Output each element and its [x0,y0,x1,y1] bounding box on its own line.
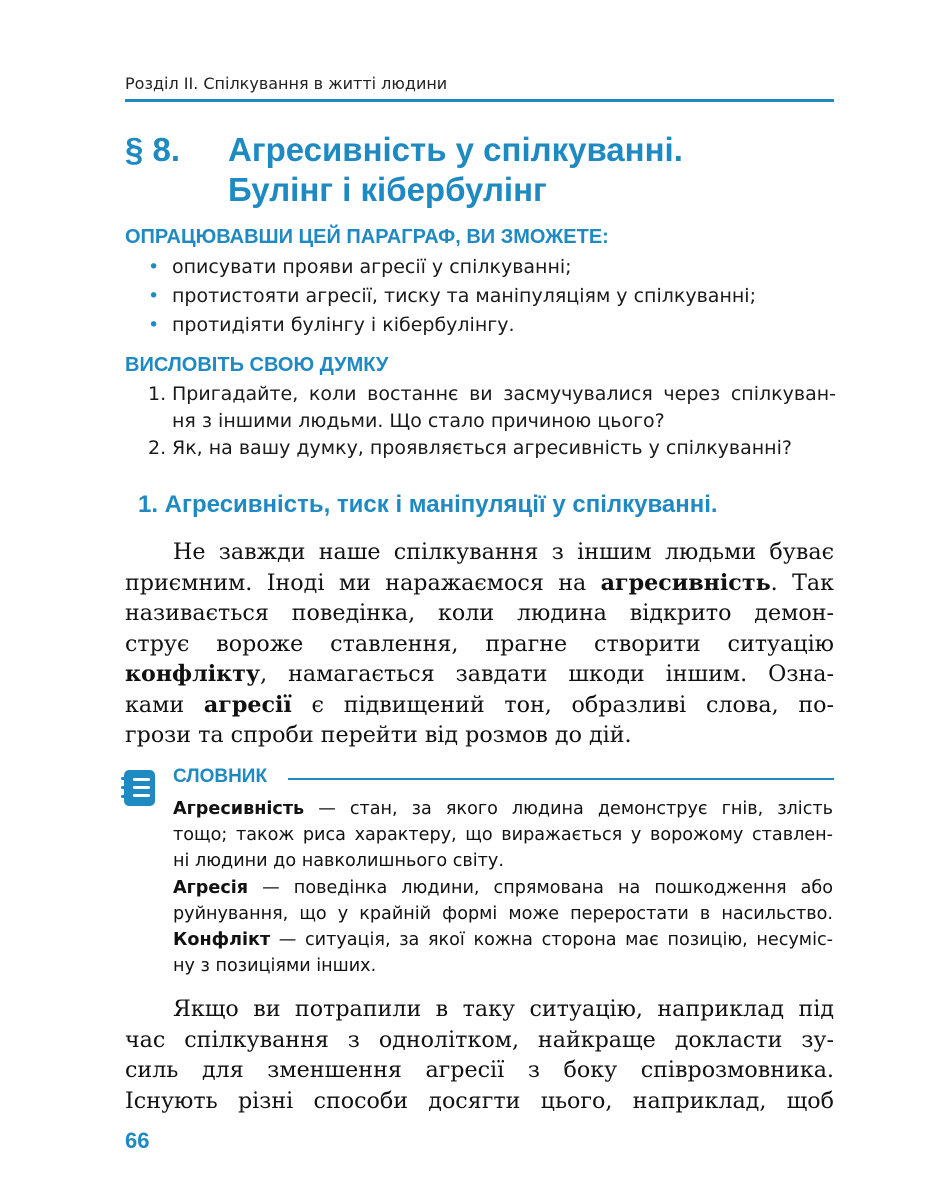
term-highlight: агресивність [600,569,771,596]
page-number: 66 [125,1128,150,1153]
list-item: • описувати прояви агресії у спілкуванні; [148,253,838,282]
question-text: Пригадайте, коли востаннє ви засмучувалися через спілкуван- [172,383,836,405]
glossary-divider [288,778,834,780]
paragraph-number: § 8. [125,131,181,168]
glossary-title: СЛОВНИК [173,766,268,787]
title-line-1: Агресивність у спілкуванні. [228,131,683,168]
bullet-icon: • [148,256,160,278]
list-item [148,381,836,435]
title-line-2: Булінг і кібербулінг [228,171,547,208]
notebook-icon [121,769,157,807]
glossary-entry: Конфлікт — ситуація, за якої кожна сторона має позицію, несуміс- [173,930,833,951]
goals-heading: ОПРАЦЮВАВШИ ЦЕЙ ПАРАГРАФ, ВИ ЗМОЖЕТЕ: [125,226,609,248]
body-paragraph-2: Якщо ви потрапили в таку ситуацію, наприклад під час спілкування з однолітком, найкраще докласти зу- силь для зменшення агресії з боку співрозмовника. Існують різні способи досягти цього, наприклад, щоб [125,996,834,1114]
list-item [148,435,836,462]
section-heading: 1. Агресивність, тиск і маніпуляції у спілкуванні. [138,491,718,518]
running-header: Розділ ІІ. Спілкування в житті людини [125,74,448,93]
header-divider [125,99,834,102]
list-item: • протистояти агресії, тиску та маніпуляціям у спілкуванні; [148,282,838,311]
opinion-heading: ВИСЛОВІТЬ СВОЮ ДУМКУ [125,354,389,376]
glossary-entry: Агресія — поведінка людини, спрямована на пошкодження або [173,877,833,898]
bullet-icon: • [148,314,160,336]
glossary-term: Конфлікт [173,930,271,951]
term-highlight: конфлікту [125,661,261,687]
glossary-term: Агресивність [173,799,305,819]
goals-list [148,253,838,340]
glossary-term: Агресія [173,877,249,898]
glossary-entry: Агресивність — стан, за якого людина демонструє гнів, злість [173,799,833,819]
opinion-questions [148,381,836,462]
body-paragraph-1: Не завжди наше спілкування з іншим людьми буває приємним. Іноді ми наражаємося на агресивність. Так називається поведінка, коли людина відкрито демон- струє вороже ставлення, прагне створити ситуацію конфлікту, намагається завдати шкоди іншим. Озна- ками агресії є підвищений тон, образливі слова, по- грози та спроби перейти від розмов до дій. [125,539,834,748]
bullet-icon: • [148,285,160,307]
question-number: 2. [148,437,167,459]
question-text: ня з іншими людьми. Що стало причиною цього? [172,410,665,432]
question-number: 1. [148,383,167,405]
glossary-body: Агресивність — стан, за якого людина демонструє гнів, злість тощо; також риса характеру, що виражається у ворожому ставлен- ні людини до навколишнього світу. Агресія — поведінка людини, спрямована на пошкодження або руйнування, що у крайній формі може переростати в насильство. Конфлікт — ситуація, за якої кожна сторона має позицію, несуміс- ну з позиціями інших. [173,796,833,979]
list-item: • протидіяти булінгу і кібербулінгу. [148,311,838,340]
term-highlight: агресії [203,691,292,718]
question-text: Як, на вашу думку, проявляється агресивність у спілкуванні? [172,437,792,459]
